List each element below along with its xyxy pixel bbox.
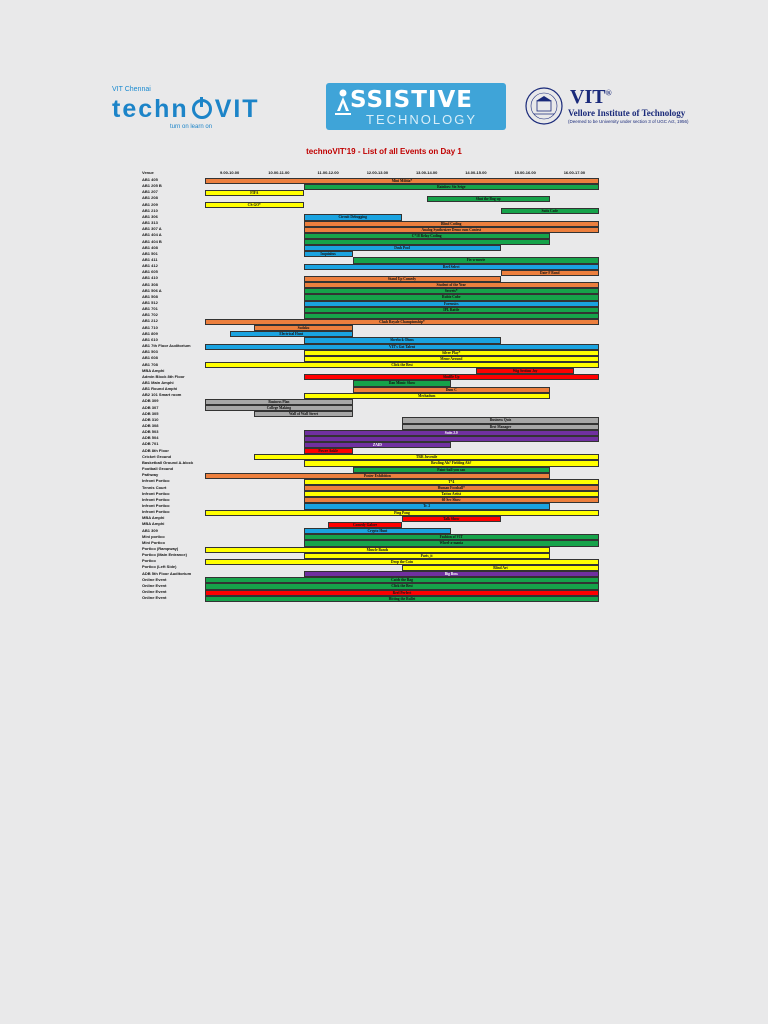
event-bar: ZAID	[304, 442, 452, 448]
event-bar: Crypto Hunt	[304, 528, 452, 534]
event-bar: Human Foosball*	[304, 485, 600, 491]
venue-label: Tennis Court	[142, 484, 167, 490]
event-bar: VIT's Got Talent	[205, 344, 599, 350]
event-bar: Student of the Year	[304, 282, 600, 288]
vit-wordmark: VIT®	[570, 86, 612, 108]
timeslot-label: 13.00-14.00	[415, 170, 438, 175]
venue-label: Online Event	[142, 582, 167, 588]
event-bar: Sherlock Ohms	[304, 337, 501, 343]
venue-label: AB1 412	[142, 263, 158, 269]
venue-label: Infront Portico	[142, 496, 170, 502]
event-bar: Rainbow Six Seige	[304, 184, 600, 190]
event-bar: Electrical Hunt	[230, 331, 353, 337]
techno-tagline: turn on learn on	[170, 124, 213, 130]
timeslot-label: 15.00-16.00	[514, 170, 536, 175]
event-bar: Blind Art	[402, 565, 599, 571]
event-bar: Drop the Coin	[205, 559, 599, 565]
venue-label: AB2 101 Smart room	[142, 392, 182, 398]
page-title: technoVIT'19 - List of all Events on Day 1	[306, 147, 462, 156]
venue-label: ADB 308	[142, 423, 159, 428]
venue-label: AB1 404 B	[142, 238, 162, 244]
event-bar: Shuffle Up	[304, 374, 600, 380]
venue-label: AB1 710	[142, 324, 158, 330]
venue-label: AB1 208	[142, 195, 158, 201]
venue-header: Venue	[142, 170, 154, 175]
venue-label: ADB 305	[142, 410, 159, 416]
venue-label: Mini portico	[142, 533, 165, 539]
venue-label: AB1 307 A	[142, 226, 162, 232]
venue-label: AB1 205 B	[142, 183, 162, 189]
event-bar: Blind Coding	[304, 221, 600, 227]
event-bar: Fashion of VIT	[304, 534, 600, 540]
venue-label: Infront Portico	[142, 502, 170, 508]
venue-label: AB1 410	[142, 275, 158, 281]
timeslot-label: 9.00-10.00	[220, 170, 240, 175]
venue-label: AB1 608	[142, 355, 158, 361]
event-bar: Circuit Debugging	[304, 214, 403, 220]
venue-label: Infront Portico	[142, 490, 170, 496]
venue-label: Infront Portico	[142, 509, 170, 515]
event-bar: Wig Section Joy	[476, 368, 575, 374]
event-bar: Rubix Cube	[304, 294, 600, 300]
event-bar: Silver Play*	[304, 350, 600, 356]
event-bar: Suits Code	[501, 208, 600, 214]
event-bar: Inquisitus	[304, 251, 353, 257]
event-bar: Click the Best	[205, 362, 599, 368]
technovit-wordmark-right: VIT	[214, 95, 260, 123]
event-bar: IPL Rattle	[304, 307, 600, 313]
venue-label: Infront Portico	[142, 478, 170, 484]
event-bar: Poster Exhibition	[205, 473, 550, 479]
event-bar: TRR Juvenile	[254, 454, 599, 460]
event-bar: Power Ankle	[304, 448, 353, 454]
venue-label: AB1 605	[142, 269, 158, 275]
event-bar: FIFA	[205, 190, 304, 196]
vit-fullname: Vellore Institute of Technology	[568, 108, 686, 118]
event-bar: Analog Synthesizer Demo cum Contest	[304, 227, 600, 233]
venue-label: Pathway	[142, 472, 159, 478]
venue-label: ADB 8th Floor	[142, 447, 169, 453]
venue-label: Online Event	[142, 589, 167, 595]
venue-label: Admin Block 8th Floor	[142, 373, 185, 379]
timeslot-label: 12.00-13.00	[366, 170, 389, 175]
techno-campus-label: VIT Chennai	[112, 86, 151, 93]
venue-label: AB1 501	[142, 250, 158, 256]
venue-label: Online Event	[142, 595, 167, 601]
venue-label: Basketball Ground A-block	[142, 459, 194, 465]
event-bar: Talk Show	[402, 516, 501, 522]
venue-label: AB1 306	[142, 213, 158, 219]
venue-label: AB1 408	[142, 244, 158, 250]
event-bar: Forensics	[304, 301, 600, 307]
venue-label: ADB 307	[142, 404, 159, 410]
venue-label: ADB 309	[142, 398, 159, 404]
venue-label: AB1 411	[142, 256, 158, 262]
venue-label: AB1 508	[142, 293, 158, 299]
event-bar: Stand Up Comedy	[304, 276, 501, 282]
event-bar: Tattoo Artist	[304, 491, 600, 497]
event-bar: Business Quiz	[402, 417, 599, 423]
event-bar: Sudoku	[254, 325, 353, 331]
event-bar: Secrets*	[304, 288, 600, 294]
venue-label: AB1 512	[142, 300, 158, 305]
event-bar: Comedy Galore	[328, 522, 402, 528]
event-bar: Suits 2.0	[304, 430, 600, 436]
venue-label: AB1 309	[142, 527, 158, 533]
venue-label: AB1 702	[142, 312, 158, 318]
timeslot-label: 11.00-12.00	[317, 170, 339, 175]
venue-label: ADB 504	[142, 435, 159, 441]
event-bar: Hitting the Bullet	[205, 596, 599, 602]
timeslot-label: 16.00-17.00	[563, 170, 586, 175]
event-bar: Catch the Bag	[205, 577, 599, 583]
venue-label: AB1 503	[142, 349, 158, 355]
event-bar: Big Boss	[304, 571, 600, 577]
event-bar: CS:GO*	[205, 202, 304, 208]
event-bar: Meme Around	[304, 356, 600, 362]
technovit-wordmark-left: techn	[112, 95, 189, 123]
event-bar: Date-F Bond	[501, 270, 600, 276]
venue-label: Portico (Main Entrance)	[142, 552, 187, 558]
event-bar: Clash Royale Championship*	[205, 319, 599, 325]
venue-label: AB1 404 A	[142, 232, 162, 238]
venue-label: MBA Amphi	[142, 521, 165, 527]
event-bar: Dan Mimic Show	[353, 380, 452, 386]
event-bar: Ping Pong	[205, 510, 599, 516]
event-bar: Mechadum	[304, 393, 550, 399]
venue-label: AB1 313	[142, 220, 158, 226]
vit-deemed-note: (Deemed to be University under section 3 of UGC Act, 1956)	[568, 119, 689, 124]
timeslot-label: 14.00-15.00	[465, 170, 487, 175]
venue-label: MBA Amphi	[142, 367, 165, 373]
venue-label: AB1 809	[142, 330, 158, 336]
event-bar: Dosh Pool	[304, 245, 501, 251]
venue-label: AB1 212	[142, 318, 158, 324]
event-bar: Paint-ball you can	[353, 467, 550, 473]
venue-label: ADB 503	[142, 429, 159, 435]
timeslot-label: 10.00-11.00	[268, 170, 290, 175]
venue-label: AB1 210	[142, 207, 158, 213]
event-bar: Best Manager	[402, 424, 599, 430]
venue-label: AB1 207	[142, 189, 158, 195]
venue-label: AB1 506 A	[142, 287, 162, 293]
venue-label: ADB 5th Floor Auditorium	[142, 570, 192, 576]
venue-label: AB1 Main Amphi	[142, 379, 174, 385]
event-bar: Wheel-a-mania	[304, 540, 600, 546]
venue-label: AB1 308	[142, 281, 158, 287]
event-bar: Mini Militia*	[205, 178, 599, 184]
event-bar: T*4	[304, 479, 600, 485]
venue-label: AB1 701	[142, 306, 158, 312]
event-bar: C*18 Relay Coding	[304, 233, 550, 239]
venue-label: Football Ground	[142, 466, 174, 472]
venue-label: Mini Portico	[142, 539, 165, 545]
venue-label: AB1 7th Floor Auditorium	[142, 343, 191, 349]
technology-wordmark: TECHNOLOGY	[366, 112, 478, 127]
venue-label: MBA Amphi	[142, 515, 165, 521]
venue-label: Portico (Left Side)	[142, 564, 177, 570]
venue-label: Portico	[142, 558, 156, 564]
event-bar: Dum C	[353, 387, 550, 393]
event-bar: College Making	[205, 405, 353, 411]
event-bar: Paris_it	[304, 553, 550, 559]
event-bar: Muscle Bands	[205, 547, 550, 553]
event-bar: Bowling Ah? Fielding Ah?	[304, 460, 600, 466]
venue-label: Portico (Rampway)	[142, 546, 179, 551]
venue-label: AB1 405	[142, 177, 158, 182]
venue-label: ADB 310	[142, 416, 159, 422]
event-bar: Tr. 2	[304, 503, 550, 509]
event-bar: Fix-a-movie	[353, 257, 599, 263]
venue-label: AB1 209	[142, 201, 158, 207]
venue-label: AB1 708	[142, 361, 158, 367]
event-bar: Reel Perfect	[205, 590, 599, 596]
venue-label: AB1 Round Amphi	[142, 386, 178, 392]
venue-label: ADB 701	[142, 441, 159, 447]
event-bar: Click the Best	[205, 583, 599, 589]
event-bar: Wall of Wall Street	[254, 411, 353, 417]
venue-label: Cricket Ground	[142, 453, 172, 459]
venue-label: Online Event	[142, 576, 167, 582]
assistive-wordmark: SSISTIVE	[350, 87, 473, 113]
event-bar: Reel Select	[304, 264, 600, 270]
event-bar: 60 Sec Show	[304, 497, 600, 503]
event-bar: Business Plan	[205, 399, 353, 405]
venue-label: AB1 610	[142, 336, 158, 342]
event-bar: Shut the Bug up	[427, 196, 550, 202]
